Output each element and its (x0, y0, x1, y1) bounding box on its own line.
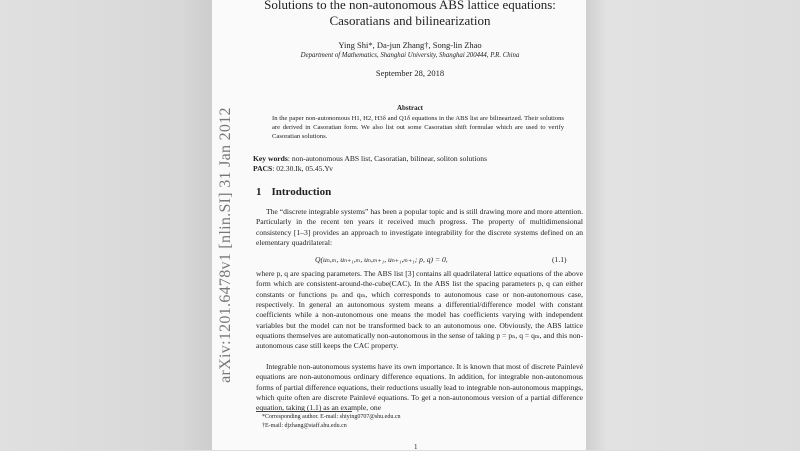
intro-paragraph-2: where p, q are spacing parameters. The ABS list [3] contains all quadrilateral lattice equations of the above form which are consistent-around-the-cube(CAC). In the ABS list the spacing parameters p, q can either constants or functions pₙ and qₘ, which corresponds to autonomous case or non-autonomous case, respectively. In general an autonomous system means a differential/difference model with constant coefficients while a non-autonomous one means the model has coefficients varying with independent variables but the model can not be transformed back to an autonomous one. Obviously, the ABS lattice equations themselves are automatically non-autonomous in the sense of taking p = pₙ, q = qₘ, and this non-autonomous case still keeps the CAC property. (256, 269, 583, 351)
section-heading (256, 186, 331, 198)
keywords-text: : non-autonomous ABS list, Casoratian, bilinear, soliton solutions (287, 154, 488, 163)
keywords (253, 154, 487, 163)
pacs-label: PACS (253, 164, 273, 173)
intro-paragraph-1: The “discrete integrable systems” has been a popular topic and is still drawing more and more attention. Particularly in the recent ten years it received much progress. The property of multidimensional consistency [1–3] provides an approach to investigate integrability for the discrete systems defined on an elementary quadrilateral: (256, 207, 583, 248)
section-number: 1 (256, 186, 262, 198)
pacs-text: : 02.30.Ik, 05.45.Yv (272, 164, 333, 173)
affiliation: Department of Mathematics, Shanghai University, Shanghai 200444, P.R. China (300, 52, 520, 59)
paper-date: September 28, 2018 (375, 68, 445, 78)
footnote-1: *Corresponding author. E-mail: shiying0707@shu.edu.cn (262, 414, 401, 420)
paper-title-line-2: Casoratians and bilinearization (329, 13, 491, 28)
abstract-heading: Abstract (396, 104, 424, 112)
intro-paragraph-3: Integrable non-autonomous systems have its own importance. It is known that most of discrete Painlevé equations are non-autonomous ordinary difference equations. In addition, for integrable non-autonomous forms of partial difference equations, their reductions usually lead to integrable non-autonomous mappings, which quite often are discrete Painlevé equations. To get a non-autonomous version of a partial difference equation, taking (1.1) as an example, one (256, 362, 583, 413)
paper-title-line-1: Solutions to the non-autonomous ABS lattice equations: (264, 0, 556, 12)
abstract-text: In the paper non-autonomous H1, H2, H3δ and Q1δ equations in the ABS list are bilinearized. Their solutions are derived in Casoratian form. We also list out some Casoratian shift formulae which are used to verify Casoratian solutions. (272, 115, 564, 140)
pacs (253, 164, 333, 173)
arxiv-identifier: arXiv:1201.6478v1 [nlin.SI] 31 Jan 2012 (217, 107, 234, 383)
footnote-2: †E-mail: djzhang@staff.shu.edu.cn (262, 423, 347, 429)
section-title: Introduction (271, 186, 332, 198)
equation-1-1: Q(uₙ,ₘ, uₙ₊₁,ₘ, uₙ,ₘ₊₁, uₙ₊₁,ₘ₊₁; p, q) = 0, (315, 255, 448, 264)
authors: Ying Shi*, Da-jun Zhang†, Song-lin Zhao (338, 40, 482, 50)
keywords-label: Key words (253, 154, 288, 163)
viewer-background-right (586, 0, 800, 450)
viewer-background-left (0, 0, 212, 450)
equation-number: (1.1) (552, 255, 567, 264)
page-number: 1 (414, 443, 418, 451)
footnote-rule (256, 411, 352, 412)
